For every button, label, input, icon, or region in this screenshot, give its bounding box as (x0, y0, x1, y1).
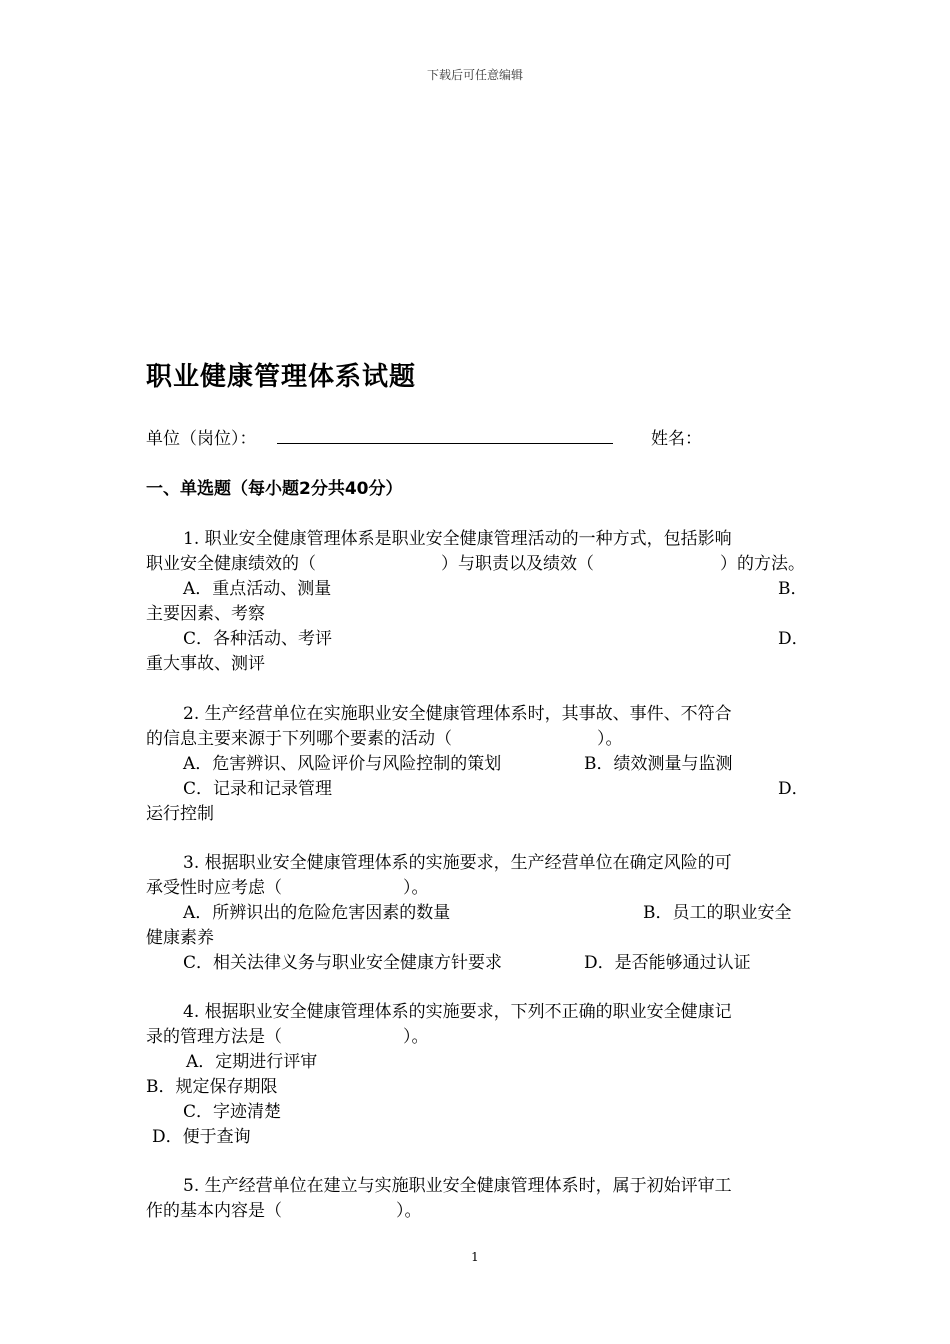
q1-option-a: A．重点活动、测量 (183, 579, 332, 599)
q1-line2c: ）的方法。 (720, 554, 805, 574)
q2-option-b: B．绩效测量与监测 (584, 754, 733, 774)
q2-option-c: C．记录和记录管理 (183, 779, 333, 799)
q3-option-a: A．所辨识出的危险危害因素的数量 (183, 903, 451, 923)
q5-line1: 5. 生产经营单位在建立与实施职业安全健康管理体系时，属于初始评审工 (183, 1176, 732, 1196)
unit-underline (277, 443, 613, 444)
q1-line1: 1. 职业安全健康管理体系是职业安全健康管理活动的一种方式，包括影响 (183, 529, 732, 549)
q3-line2a: 承受性时应考虑（ (146, 878, 282, 898)
q1-option-b-mark: B． (778, 579, 808, 599)
q3-option-c: C．相关法律义务与职业安全健康方针要求 (183, 953, 503, 973)
q3-option-b-cont: 健康素养 (146, 928, 214, 948)
q1-line2b: ）与职责以及绩效（ (441, 554, 594, 574)
q2-line1: 2. 生产经营单位在实施职业安全健康管理体系时，其事故、事件、不符合 (183, 704, 732, 724)
q5-line2b: ）。 (396, 1201, 422, 1221)
q1-option-b-text: 主要因素、考察 (146, 604, 265, 624)
q1-line2a: 职业安全健康绩效的（ (146, 554, 316, 574)
q4-line2b: ）。 (403, 1027, 429, 1047)
q2-option-d-text: 运行控制 (146, 804, 214, 824)
unit-label: 单位（岗位）： (146, 429, 257, 449)
q5-line2a: 作的基本内容是（ (146, 1201, 282, 1221)
q1-option-d-mark: D． (778, 629, 809, 649)
page-header: 下载后可任意编辑 (426, 68, 523, 82)
q4-option-b: B．规定保存期限 (146, 1077, 278, 1097)
q4-line2a: 录的管理方法是（ (146, 1027, 282, 1047)
q2-line2b: ）。 (597, 729, 623, 749)
q3-line1: 3. 根据职业安全健康管理体系的实施要求，生产经营单位在确定风险的可 (183, 853, 732, 873)
q4-option-d: D．便于查询 (152, 1127, 251, 1147)
q1-option-c: C．各种活动、考评 (183, 629, 333, 649)
q3-line2b: ）。 (403, 878, 429, 898)
q1-option-d-text: 重大事故、测评 (146, 654, 265, 674)
q4-line1: 4. 根据职业安全健康管理体系的实施要求，下列不正确的职业安全健康记 (183, 1002, 732, 1022)
q2-option-a: A．危害辨识、风险评价与风险控制的策划 (183, 754, 502, 774)
page-number: 1 (471, 1250, 479, 1264)
q2-line2a: 的信息主要来源于下列哪个要素的活动（ (146, 729, 452, 749)
q3-option-b: B．员工的职业安全 (643, 903, 792, 923)
document-title: 职业健康管理体系试题 (146, 362, 417, 392)
name-label: 姓名： (651, 429, 702, 449)
q4-option-a: A．定期进行评审 (186, 1052, 318, 1072)
section-heading: 一、单选题（每小题2分共40分） (146, 479, 403, 499)
q2-option-d-mark: D． (778, 779, 809, 799)
q3-option-d: D．是否能够通过认证 (584, 953, 751, 973)
q4-option-c: C．字迹清楚 (183, 1102, 282, 1122)
